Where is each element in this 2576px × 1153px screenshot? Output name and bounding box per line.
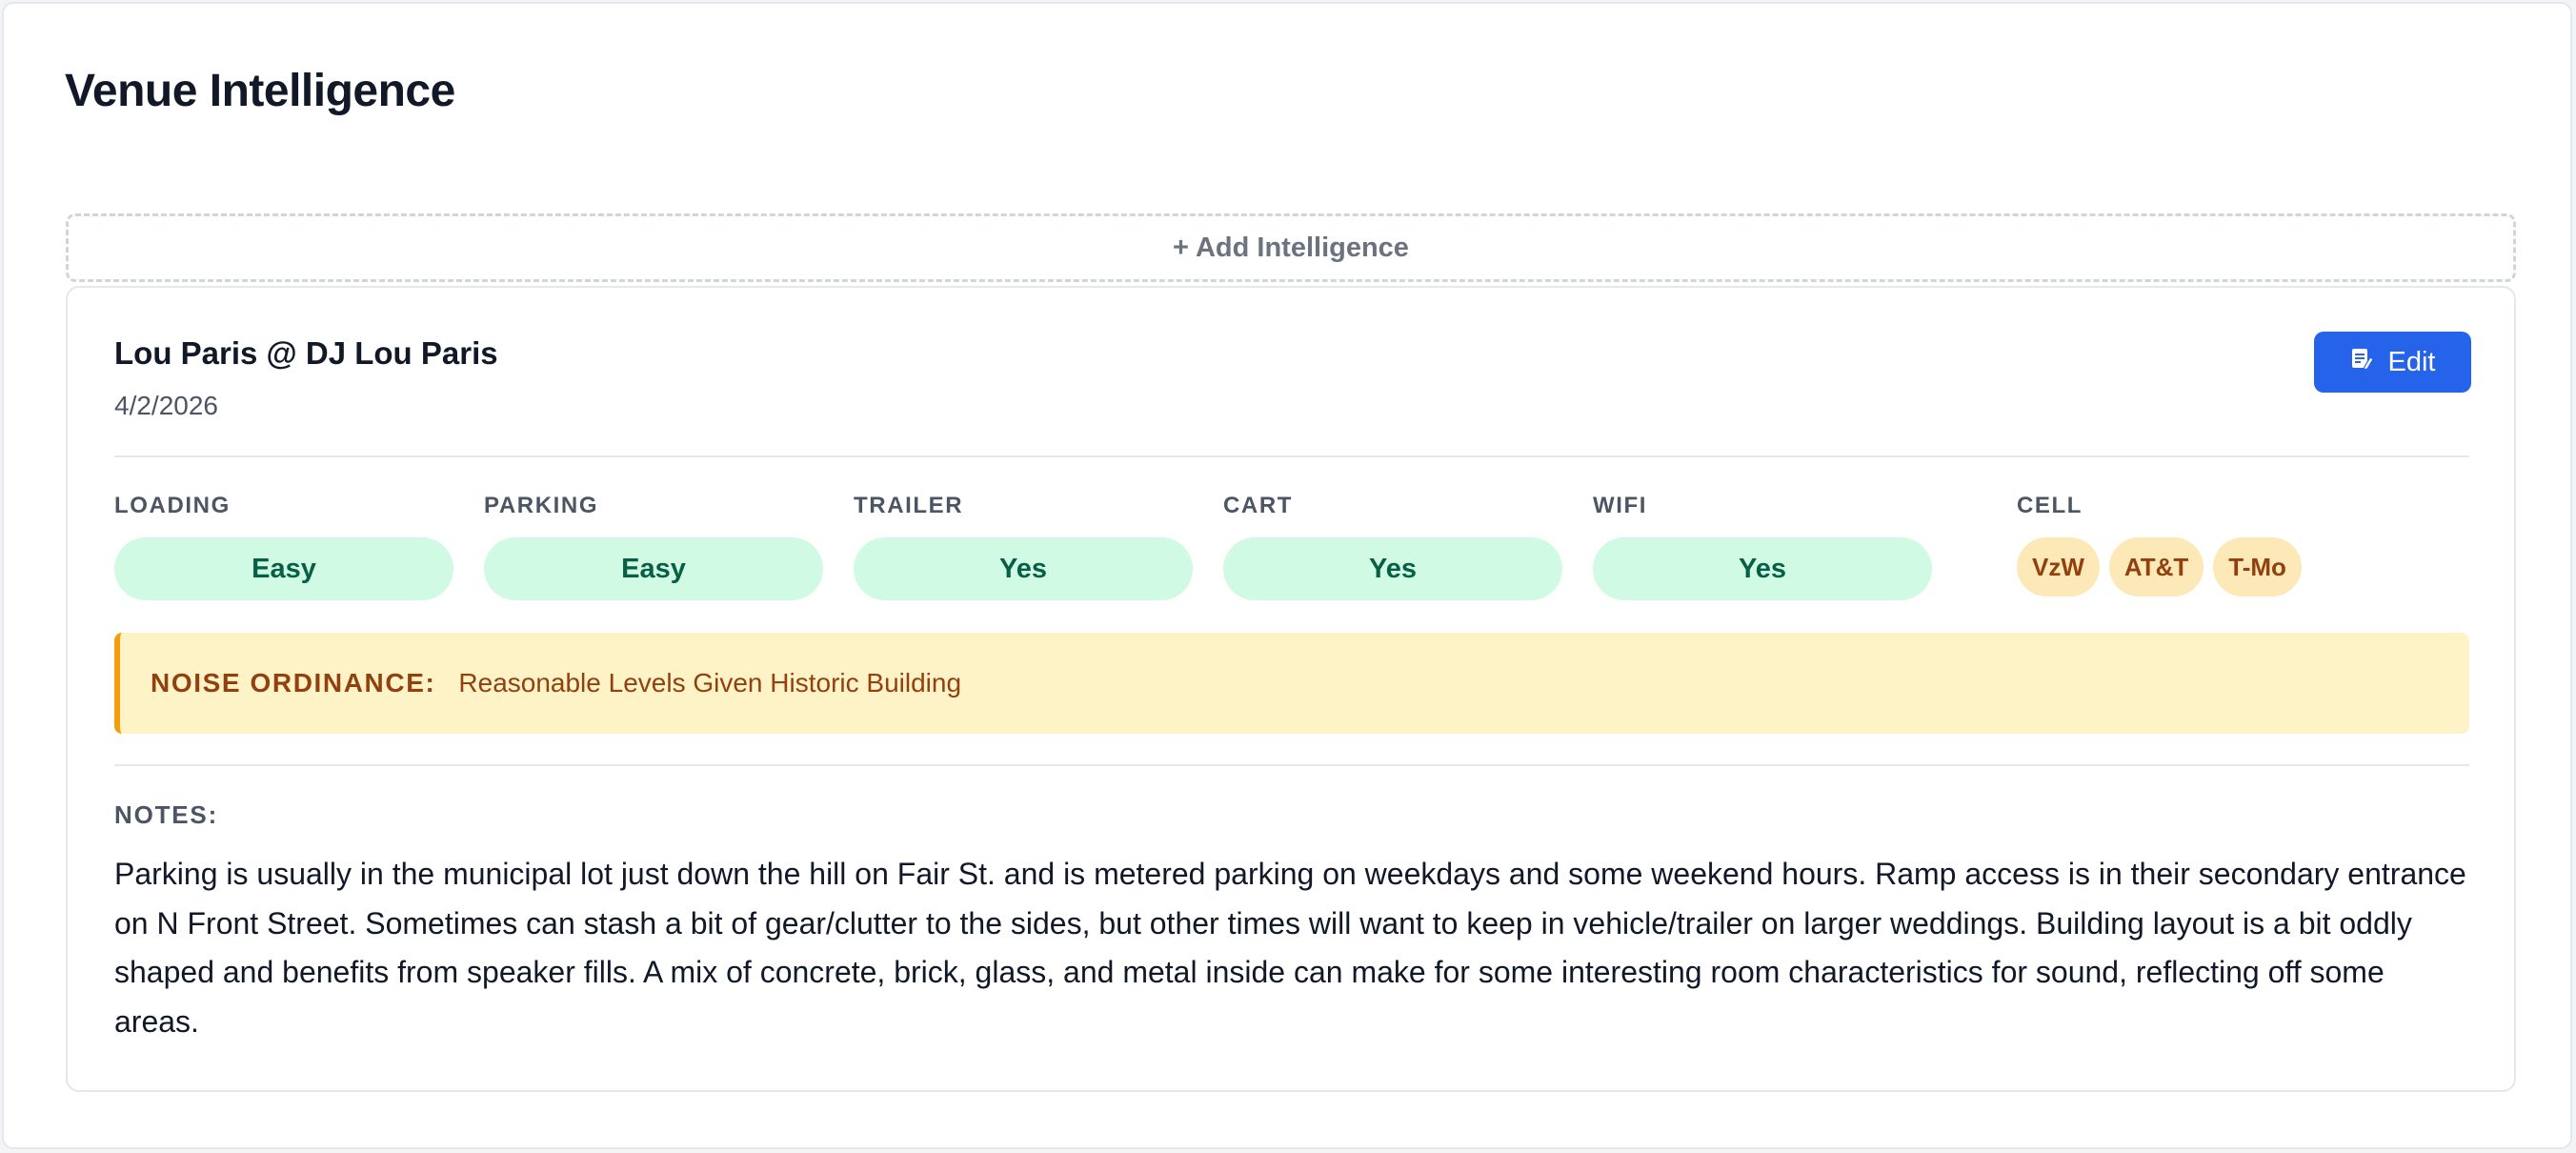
attribute-label: CELL <box>2017 493 2083 518</box>
attribute-value-pill: Yes <box>1223 537 1562 600</box>
attribute-trailer <box>854 492 1193 600</box>
attribute-label: PARKING <box>484 493 599 518</box>
notes-label: NOTES: <box>114 800 219 829</box>
attribute-cart <box>1223 492 1562 600</box>
add-intelligence-button[interactable]: + Add Intelligence <box>66 213 2516 282</box>
divider <box>114 455 2469 457</box>
attribute-loading <box>114 492 453 600</box>
attribute-value-pill: Yes <box>1593 537 1932 600</box>
attribute-label: TRAILER <box>854 493 964 518</box>
attribute-wifi <box>1593 492 1932 600</box>
intelligence-card <box>66 286 2516 1092</box>
attribute-label: LOADING <box>114 493 231 518</box>
venue-date: 4/2/2026 <box>114 391 218 420</box>
venue-name: Lou Paris @ DJ Lou Paris <box>114 335 498 371</box>
venue-intelligence-panel <box>2 2 2572 1149</box>
attribute-label: CART <box>1223 493 1294 518</box>
attribute-cell <box>2017 492 2302 597</box>
cell-carrier-badge: T-Mo <box>2213 537 2302 597</box>
cell-carrier-badge: VzW <box>2017 537 2100 597</box>
noise-ordinance-label: NOISE ORDINANCE: <box>151 668 436 698</box>
attribute-value-pill: Yes <box>854 537 1193 600</box>
edit-button-label: Edit <box>2387 346 2436 377</box>
cell-carrier-list <box>2017 537 2302 597</box>
edit-button[interactable] <box>2314 332 2471 393</box>
noise-ordinance-banner <box>114 633 2469 734</box>
noise-ordinance-value: Reasonable Levels Given Historic Building <box>458 668 962 698</box>
attribute-label: WIFI <box>1593 493 1648 518</box>
page-title: Venue Intelligence <box>65 66 455 116</box>
notes-text: Parking is usually in the municipal lot just down the hill on Fair St. and is metered parking on weekdays and some weekend hours. Ramp access is in their secondary entrance on N Front Street. Sometimes can stash a bit of gear/clutter to the sides, but other times will want to keep in vehicle/trailer on larger weddings. Building layout is a bit oddly shaped and benefits from speaker fills. A mix of concrete, brick, glass, and metal inside can make for some interesting room characteristics for sound, reflecting off some areas. <box>114 857 2466 1039</box>
edit-note-icon <box>2350 346 2373 378</box>
divider <box>114 764 2469 766</box>
cell-carrier-badge: AT&T <box>2109 537 2204 597</box>
attribute-parking <box>484 492 823 600</box>
attribute-value-pill: Easy <box>114 537 453 600</box>
attribute-value-pill: Easy <box>484 537 823 600</box>
